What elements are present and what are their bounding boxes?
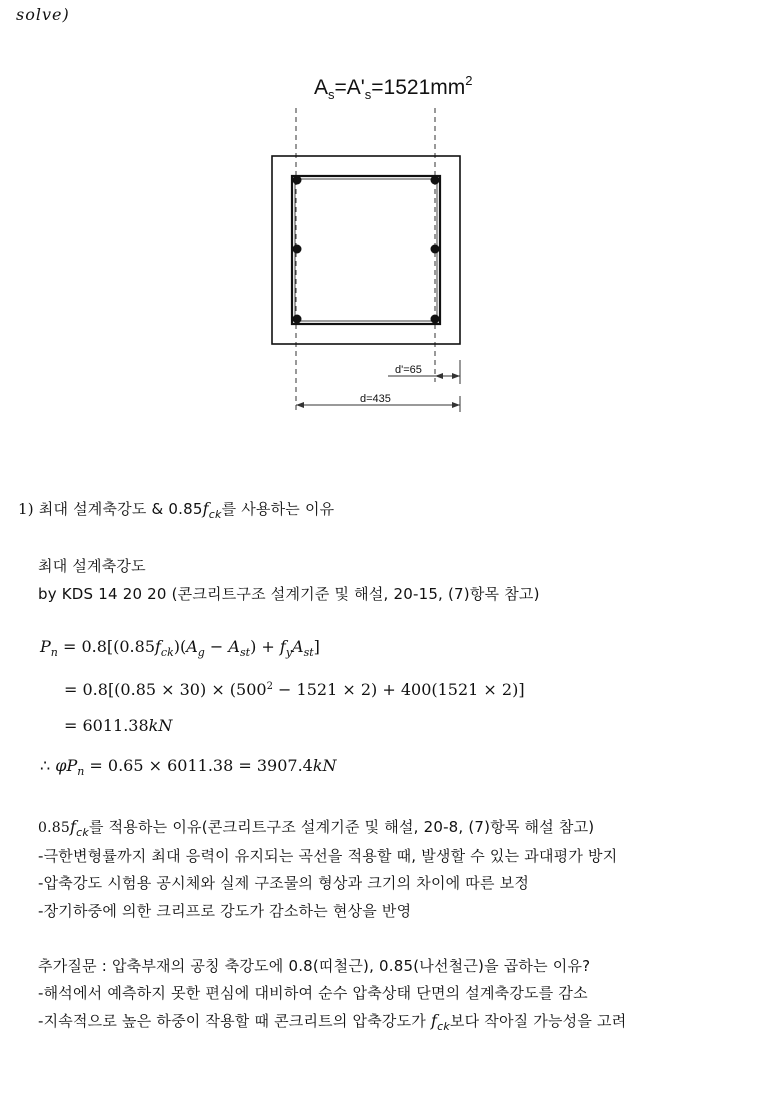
equation-4: ∴ $\varphi P_n = 0.65 \times 6011.38 = 3907.4kN$ [40, 756, 337, 778]
extra-answer-2-ck: ck [437, 1020, 450, 1033]
extra-answer-1: -해석에서 예측하지 못한 편심에 대비하여 순수 압축상태 단면의 설계축강도를 감소 [38, 984, 588, 1002]
tie-outline [292, 176, 440, 324]
extra-question: 추가질문 : 압축부재의 공칭 축강도에 0.8(띠철근), 0.85(나선철근)을 곱하는 이유? [38, 957, 591, 975]
heading-ck: ck [208, 508, 222, 521]
d-label: d=435 [360, 393, 391, 405]
rebar-mid-right [431, 245, 440, 254]
reason-085: 0.85 [38, 820, 70, 836]
dprime-label: d'=65 [395, 364, 422, 376]
rebar-mid-left [293, 245, 302, 254]
max-strength-title: 최대 설계축강도 [38, 557, 146, 575]
steel-area-sub1: s [328, 87, 335, 102]
reason-item-2: -압축강도 시험용 공시체와 실제 구조물의 형상과 크기의 차이에 따른 보정 [38, 874, 530, 892]
reason-text: 를 적용하는 이유 [88, 818, 202, 836]
steel-area-sub2: s [364, 87, 372, 102]
steel-area-A: A [314, 76, 329, 99]
dprime-arrow-right [452, 373, 460, 379]
heading-text-a: 최대 설계축강도 & 0.85 [38, 500, 203, 518]
d-arrow-right [452, 402, 460, 408]
steel-area-sup: 2 [465, 73, 473, 88]
equation-3: = 6011.38kN [64, 716, 173, 735]
heading-text-b: 를 사용하는 이유 [221, 500, 335, 518]
steel-area-value: =1521mm [371, 76, 466, 99]
rebar-top-right [431, 176, 440, 185]
reason-ref: (콘크리트구조 설계기준 및 해설, 20-8, (7)항목 해설 참고) [201, 818, 595, 836]
extra-answer-2-f: f [430, 1011, 438, 1030]
extra-answer-2-post: 보다 작아질 가능성을 고려 [449, 1012, 627, 1030]
reason-item-1: -극한변형률까지 최대 응력이 유지되는 곡선을 적용할 때, 발생할 수 있는 과대평가 방지 [38, 847, 618, 865]
equation-2: = $0.8[(0.85 \times 30) \times (500^2 - 1521 \times 2) + 400(1521 \times 2)]$ [64, 680, 525, 699]
reason-item-3: -장기하중에 의한 크리프로 강도가 감소하는 현상을 반영 [38, 902, 412, 920]
dprime-arrow-left [435, 373, 443, 379]
d-arrow-left [296, 402, 304, 408]
reason-f: f [69, 817, 77, 836]
column-section-diagram [0, 60, 757, 420]
kds-reference: by KDS 14 20 20 (콘크리트구조 설계기준 및 해설, 20-15, (7)항목 참고) [38, 585, 540, 603]
section-heading [18, 498, 334, 521]
extra-answer-2-pre: -지속적으로 높은 하중이 작용할 때 콘크리트의 압축강도가 [38, 1012, 426, 1030]
heading-f: f [202, 499, 209, 518]
rebar-bot-right [431, 315, 440, 324]
equation-1: $P_n = 0.8[(0.85f_{ck})(A_g - A_{st}) + f_yA_{st}]$ [40, 637, 320, 659]
heading-number: 1) [18, 500, 34, 518]
rebar-top-left [293, 176, 302, 185]
solve-label: solve) [16, 5, 70, 24]
extra-answer-2 [38, 1010, 626, 1033]
reason-ck: ck [76, 826, 89, 839]
rebar-bot-left [293, 315, 302, 324]
steel-area-label [314, 73, 473, 102]
reason-heading [38, 816, 594, 839]
steel-area-mid: =A' [334, 76, 365, 99]
tie-inner-line [295, 179, 437, 321]
